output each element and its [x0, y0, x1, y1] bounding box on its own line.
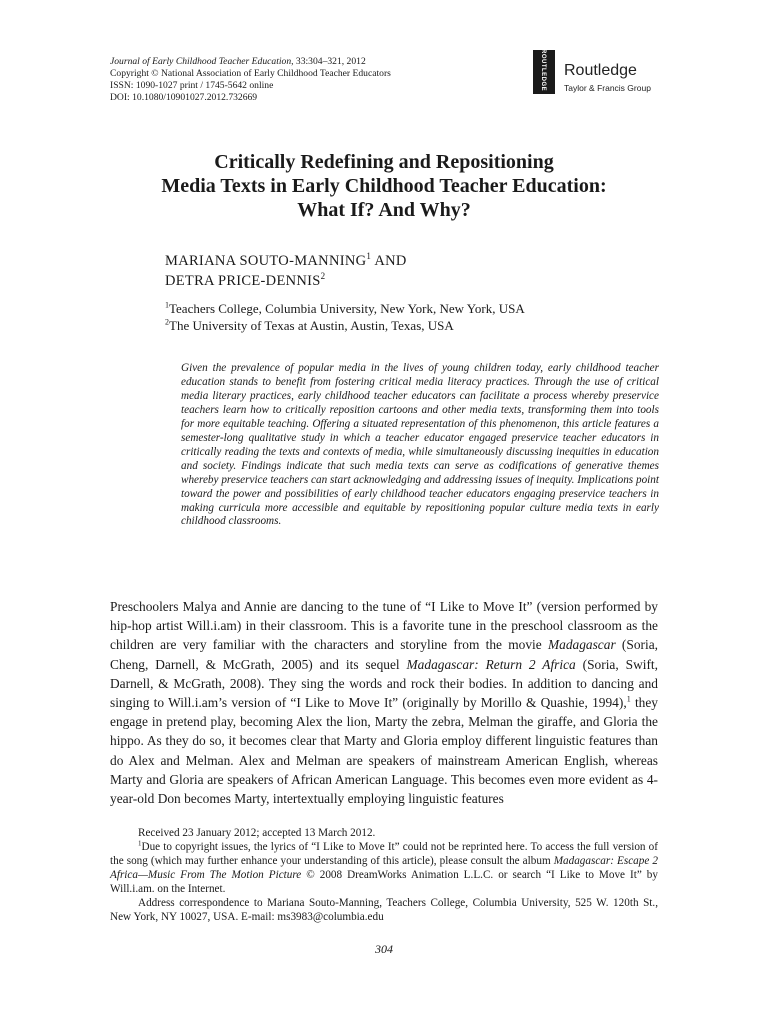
affiliations: [165, 300, 525, 334]
journal-info: [110, 56, 391, 104]
title-line-3: What If? And Why?: [297, 199, 471, 221]
correspondence: Address correspondence to Mariana Souto-Manning, Teachers College, Columbia University, 525 W. 120th St., New York, NY 10027, USA. E-mail: ms3983@columbia.edu: [110, 897, 658, 923]
journal-name: Journal of Early Childhood Teacher Education: [110, 56, 292, 67]
author-and: AND: [371, 253, 407, 269]
authors: [165, 251, 407, 291]
body-paragraph: Preschoolers Malya and Annie are dancing to the tune of “I Like to Move It” (version performed by hip-hop artist Will.i.am) in their classroom. This is a favorite tune in the preschool classroom as the children are very familiar with the characters and storyline from the movie Madagascar (Soria, Cheng, Darnell, & McGrath, 2005) and its sequel Madagascar: Return 2 Africa (Soria, Swift, Darnell, & McGrath, 2008). They sing the words and rock their bodies. In addition to dancing and singing to Will.i.am’s version of “I Like to Move It” (originally by Morillo & Quashie, 1994),$^1$ they engage in pretend play, becoming Alex the lion, Marty the zebra, Melman the giraffe, and Gloria the hippo. As they do so, it becomes clear that Marty and Gloria employ different linguistic features than do Alex and Melman. Alex and Melman are speakers of mainstream American English, whereas Marty and Gloria are speakers of African American Language. This becomes even more evident as 4-year-old Don becomes Marty, intertextually employing linguistic features: [110, 599, 659, 807]
doi-line: DOI: 10.1080/10901027.2012.732669: [110, 92, 258, 103]
publisher-side-text: ROUTLEDGE: [540, 49, 546, 92]
journal-citation: [110, 56, 391, 68]
publisher-group: Taylor & Francis Group: [564, 83, 651, 93]
footnotes: [110, 826, 658, 924]
footnote-1: $^1$Due to copyright issues, the lyrics of “I Like to Move It” could not be reprinted here. To access the full version of the song (which may further enhance your understanding of this article), please consult the album Madagascar: Escape 2 Africa—Music From The Motion Picture © 2008 DreamWorks Animation L.L.C. or search “I Like to Move It” by Will.i.am. on the Internet.: [110, 839, 658, 895]
footnote-reference[interactable]: 1: [626, 694, 631, 704]
author-1: MARIANA SOUTO-MANNING: [165, 253, 367, 269]
album-title: Madagascar: Escape 2 Africa—Music From The Motion Picture: [110, 855, 658, 881]
affiliation-1: $^1$Teachers College, Columbia University, New York, New York, USA: [165, 300, 525, 316]
issn-line: ISSN: 1090-1027 print / 1745-5642 online: [110, 80, 274, 91]
title-line-2: Media Texts in Early Childhood Teacher Education:: [161, 175, 607, 197]
publisher-name: Routledge: [564, 62, 637, 79]
author-2-affiliation-mark: 2: [320, 271, 326, 282]
movie-title-madagascar: Madagascar: [547, 637, 616, 653]
affiliation-2: $^2$The University of Texas at Austin, Austin, Texas, USA: [165, 317, 454, 333]
page-number: 304: [375, 942, 393, 956]
article-title: [80, 150, 688, 222]
copyright-line: Copyright © National Association of Early Childhood Teacher Educators: [110, 68, 391, 79]
abstract: Given the prevalence of popular media in the lives of young children today, early childhood teacher education stands to benefit from fostering critical media literacy practices. Through the use of critical media literary practices, early childhood teacher educators can facilitate a process whereby preservice teachers learn how to critically reposition cartoons and other media texts, transforming them into tools for more equitable teaching. Offering a situated representation of this phenomenon, this article features a semester-long qualitative study in which a teacher educator engaged preservice teacher educators in critically reading the texts and contexts of media, while simultaneously discussing inequities in education and society. Findings indicate that such media texts can serve as codifications of generative themes whereby preservice teachers can start acknowledging and addressing issues of inequity. Implications point toward the power and possibilities of early childhood teacher educators engaging preservice teachers in making curricula more accessible and equitable by repositioning popular culture media texts in early childhood classrooms.: [181, 362, 659, 528]
author-2: DETRA PRICE-DENNIS: [165, 273, 321, 289]
title-line-1: Critically Redefining and Repositioning: [214, 151, 554, 173]
publisher-logo: [533, 50, 663, 100]
movie-title-sequel: Madagascar: Return 2 Africa: [406, 656, 576, 672]
journal-volume: , 33:304–321, 2012: [291, 56, 366, 67]
received-dates: Received 23 January 2012; accepted 13 March 2012.: [138, 827, 376, 839]
author-1-affiliation-mark: 1: [366, 251, 372, 262]
